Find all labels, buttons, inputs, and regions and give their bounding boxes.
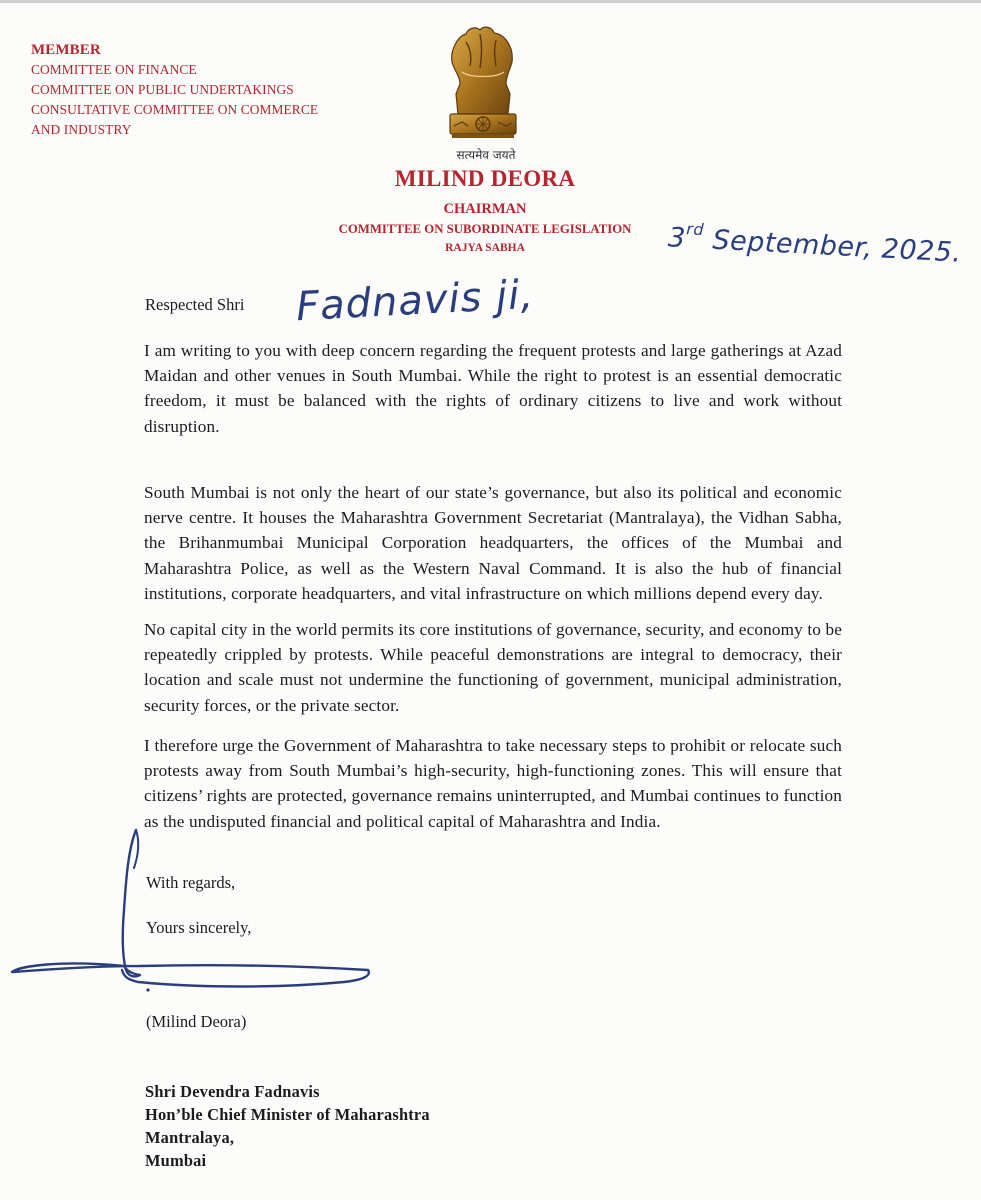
addressee-block <box>145 1080 430 1172</box>
handwritten-date <box>667 218 962 268</box>
salutation-handwritten: Fadnavis ji, <box>294 271 536 331</box>
sender-header <box>320 164 650 257</box>
committee-line: COMMITTEE ON FINANCE <box>31 62 197 77</box>
national-emblem-icon <box>440 22 526 146</box>
addressee-line: Mantralaya, <box>145 1128 235 1147</box>
committee-line: COMMITTEE ON PUBLIC UNDERTAKINGS <box>31 82 294 97</box>
signatory-name: (Milind Deora) <box>146 1012 247 1031</box>
body-paragraph: South Mumbai is not only the heart of our state’s governance, but also its political and economic nerve centre. It houses the Maharashtra Government Secretariat (Mantralaya), the Vidhan Sabha, the Brihanmumbai Municipal Corporation headquarters, the offices of the Mumbai and Maharashtra Police, as well as the Western Naval Command. It is also the hub of financial institutions, corporate headquarters, and vital infrastructure on which millions depend every day. <box>144 483 842 603</box>
committee-line: AND INDUSTRY <box>31 122 132 137</box>
signature-icon <box>0 820 400 1000</box>
salutation-printed: Respected Shri <box>145 295 245 314</box>
sender-committee: COMMITTEE ON SUBORDINATE LEGISLATION <box>338 222 632 236</box>
sender-title: CHAIRMAN <box>443 201 527 217</box>
closing-yours: Yours sincerely, <box>146 918 252 937</box>
body-paragraph: I therefore urge the Government of Maharashtra to take necessary steps to prohibit or relocate such protests away from South Mumbai’s high-security, high-functioning zones. This will ensure that citizens’ rights are protected, governance remains uninterrupted, and Mumbai continues to function as the undisputed financial and political capital of Maharashtra and India. <box>144 736 842 831</box>
body-paragraph: I am writing to you with deep concern regarding the frequent protests and large gatherings at Azad Maidan and other venues in South Mumbai. While the right to protest is an essential democratic freedom, it must be balanced with the rights of ordinary citizens to live and work without disruption. <box>144 341 842 436</box>
addressee-line: Hon’ble Chief Minister of Maharashtra <box>145 1105 430 1124</box>
addressee-line: Mumbai <box>145 1151 207 1170</box>
membership-block <box>31 40 318 140</box>
addressee-line: Shri Devendra Fadnavis <box>145 1082 320 1101</box>
date-rest: September, 2025. <box>711 224 963 269</box>
body-paragraph: No capital city in the world permits its core institutions of governance, security, and economy to be repeatedly crippled by protests. While peaceful demonstrations are integral to democracy, their location and scale must not undermine the functioning of government, municipal administration, security forces, or the private sector. <box>144 620 842 715</box>
member-heading: MEMBER <box>31 42 101 58</box>
date-suffix: rd <box>685 219 705 240</box>
committee-line: CONSULTATIVE COMMITTEE ON COMMERCE <box>31 102 319 117</box>
date-day: 3 <box>667 222 687 255</box>
emblem-motto: सत्यमेव जयते <box>456 148 516 162</box>
sender-house: RAJYA SABHA <box>445 242 525 254</box>
sender-name: MILIND DEORA <box>394 166 576 191</box>
scan-edge <box>0 0 981 3</box>
closing-regards: With regards, <box>146 873 236 892</box>
